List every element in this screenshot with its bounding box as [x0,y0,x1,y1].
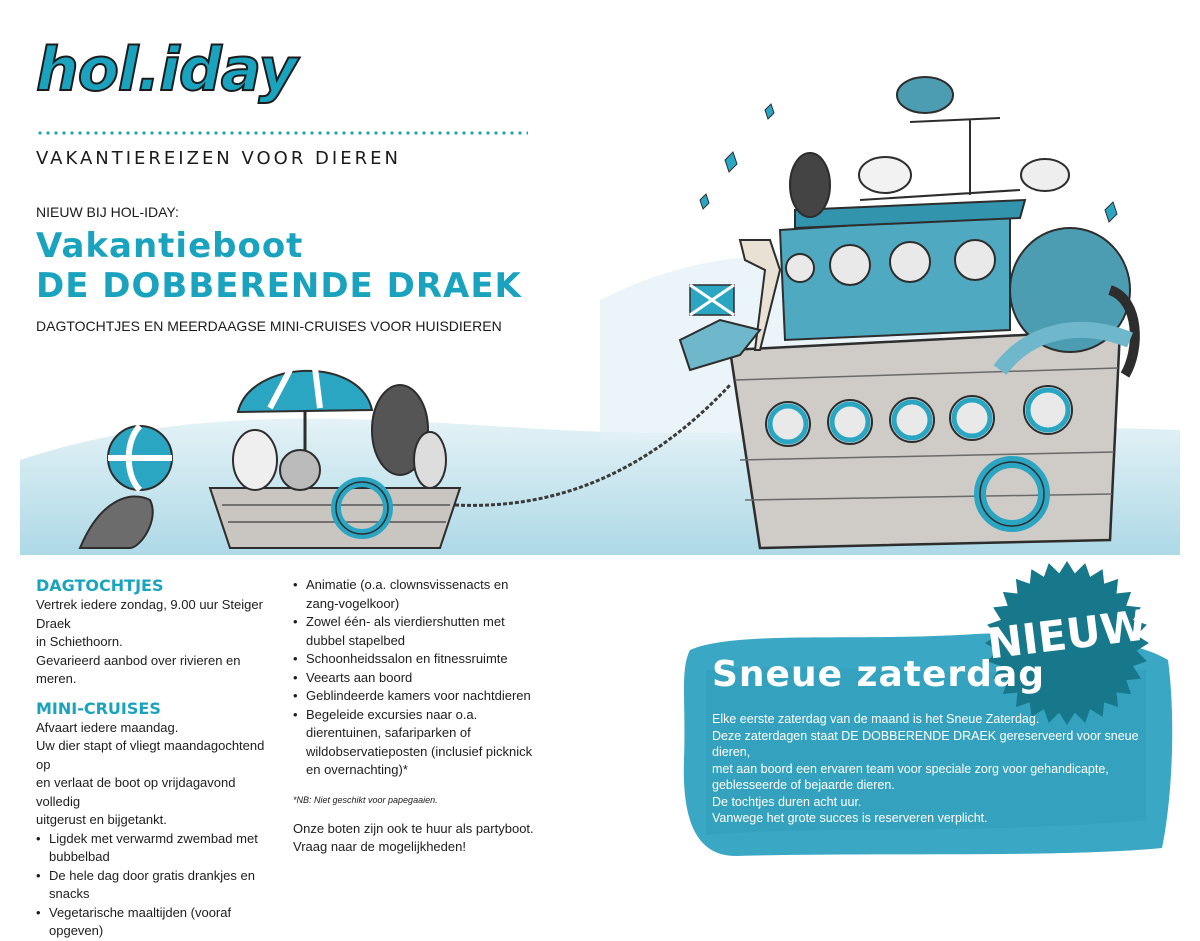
dagtochtjes-heading: DAGTOCHTJES [36,576,164,595]
footnote: *NB: Niet geschikt voor papegaaien. [293,794,438,805]
feature-item: • Animatie (o.a. clownsvissenacts en zang-vogelkoor) [293,576,543,613]
feature-item: • Zowel één- als vierdiershutten met dubbel stapelbed [293,613,543,650]
boat-illustration [0,60,1200,560]
minicruises-line: Uw dier stapt of vliegt maandagochtend op [36,738,265,772]
sneue-line: De tochtjes duren acht uur. [712,794,862,809]
feature-item: • Begeleide excursies naar o.a. dierentuinen, safariparken of wildobservatieposten (inclusief picknick en overnachting)* [293,706,543,780]
feature-item: • Ligdek met verwarmd zwembad met bubbelbad [36,830,281,867]
party-line: Vraag naar de mogelijkheden! [293,839,466,854]
minicruises-line: uitgerust en bijgetankt. [36,812,167,827]
party-line: Onze boten zijn ook te huur als partyboot. [293,820,534,836]
feature-item: • De hele dag door gratis drankjes en snacks [36,867,281,904]
tagline: VAKANTIEREIZEN VOOR DIEREN [36,148,401,169]
nieuw-badge-label: NIEUW [984,600,1150,669]
bird-top [897,77,953,113]
holiday-logo: hol.iday [36,35,297,105]
subhead: DAGTOCHTJES EN MEERDAAGSE MINI-CRUISES VOOR HUISDIEREN [36,318,502,334]
feature-list-right [293,576,543,780]
dagtochtjes-line: Gevarieerd aanbod over rivieren en meren. [36,652,241,686]
feature-item: • Geblindeerde kamers voor nachtdieren [293,687,543,706]
umbrella [238,371,372,412]
sneue-line: met aan boord een ervaren team voor speciale zorg voor gehandicapte, [712,761,1109,776]
feature-item: • Veearts aan boord [293,669,543,688]
info-column-right [293,576,543,857]
minicruises-heading: MINI-CRUISES [36,698,161,718]
dagtochtjes-line: in Schiethoorn. [36,634,123,649]
minicruises-line: Afvaart iedere maandag. [36,719,179,735]
headline-line-2: DE DOBBERENDE DRAEK [36,266,522,306]
minicruises-line: en verlaat de boot op vrijdagavond volledig [36,775,236,809]
feature-list-left [36,830,281,941]
dagtochtjes-line: Vertrek iedere zondag, 9.00 uur Steiger Draek [36,597,263,631]
feature-item: • Schoonheidssalon en fitnessruimte [293,650,543,669]
sneue-line: Vanwege het grote succes is reserveren verplicht. [712,811,988,825]
info-column-left [36,576,281,941]
kicker: NIEUW BIJ HOL-IDAY: [36,204,179,220]
sneue-title: Sneue zaterdag [712,654,1046,695]
stork [1021,159,1069,191]
sneue-line: Deze zaterdagen staat DE DOBBERENDE DRAEK gereserveerd voor sneue dieren, [712,728,1139,759]
sneue-line: geblesseerde of bejaarde dieren. [712,778,895,792]
feature-item: • Vegetarische maaltijden (vooraf opgeven) [36,904,281,941]
white-bird [859,157,911,193]
penguin [790,153,830,217]
headline-line-1: Vakantieboot [36,226,304,266]
sneue-line: Elke eerste zaterdag van de maand is het Sneue Zaterdag. [712,712,1040,726]
sneue-body [712,711,1142,827]
